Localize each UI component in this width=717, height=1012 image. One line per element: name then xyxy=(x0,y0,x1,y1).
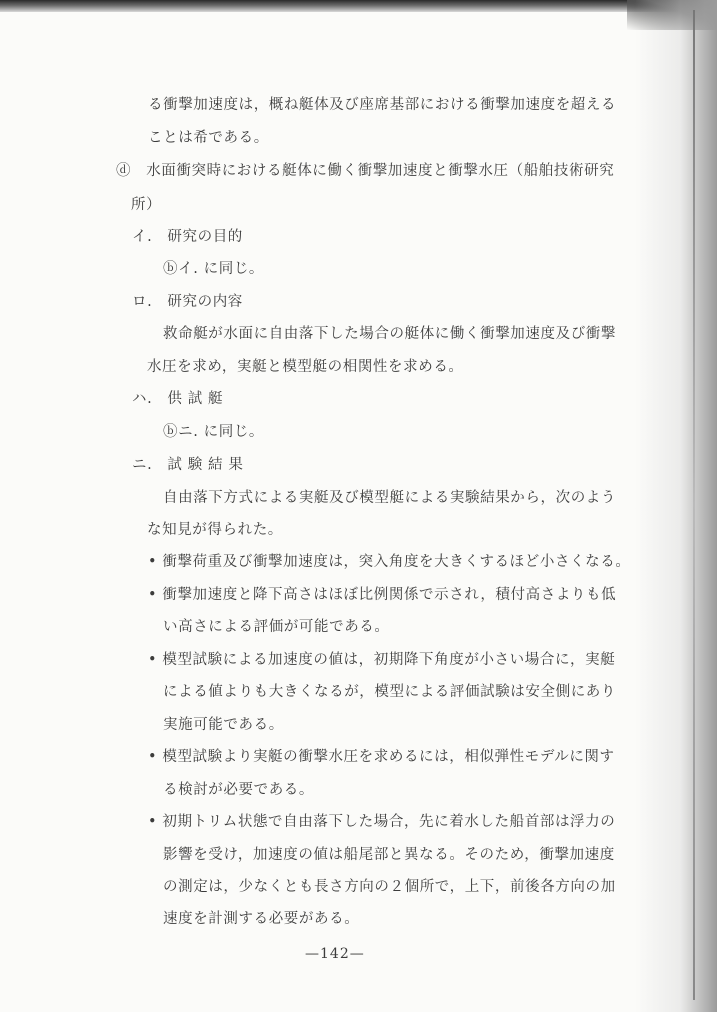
text-line: る検討が必要である。 xyxy=(163,782,314,798)
scan-binding-line xyxy=(693,10,695,1000)
text-line: による値よりも大きくなるが，模型による評価試験は安全側にあり xyxy=(163,684,616,700)
bullet-item: • 衝撃加速度と降下高さはほぼ比例関係で示され，積付高さよりも低 xyxy=(148,587,617,603)
text-line: い高さによる評価が可能である。 xyxy=(163,619,390,635)
bullet-item: • 模型試験より実艇の衝撃水圧を求めるには，相似弾性モデルに関す xyxy=(148,749,615,765)
subheading-ni: ニ. 試 験 結 果 xyxy=(132,457,244,473)
bullet-item: • 初期トリム状態で自由落下した場合，先に着水した船首部は浮力の xyxy=(148,814,616,830)
bullet-item: • 模型試験による加速度の値は，初期降下角度が小さい場合に，実艇 xyxy=(148,652,616,668)
text-line: 自由落下方式による実艇及び模型艇による実験結果から，次のよう xyxy=(163,490,616,506)
text-line: 救命艇が水面に自由落下した場合の艇体に働く衝撃加速度及び衝撃 xyxy=(163,326,616,342)
scan-right-edge-shadow xyxy=(635,0,717,1012)
text-line: 速度を計測する必要がある。 xyxy=(163,911,360,927)
page-number: —142— xyxy=(305,946,365,962)
text-line: な知見が得られた。 xyxy=(147,522,283,538)
section-heading-d: ⓓ 水面衝突時における艇体に働く衝撃加速度と衝撃水圧（船舶技術研究 xyxy=(116,163,615,179)
text-line: ⓑニ. に同じ。 xyxy=(163,424,265,440)
text-line: 実施可能である。 xyxy=(163,717,284,733)
scan-top-edge xyxy=(0,0,717,12)
text-line: ことは希である。 xyxy=(148,130,269,146)
subheading-i: イ. 研究の目的 xyxy=(132,229,243,245)
text-line: 所） xyxy=(131,197,162,213)
text-line: の測定は，少なくとも長さ方向の２個所で，上下，前後各方向の加 xyxy=(163,879,616,895)
bullet-item: • 衝撃荷重及び衝撃加速度は，突入角度を大きくするほど小さくなる。 xyxy=(148,554,631,570)
subheading-ha: ハ. 供 試 艇 xyxy=(132,391,224,407)
text-line: 水圧を求め，実艇と模型艇の相関性を求める。 xyxy=(147,359,464,375)
text-line: ⓑイ. に同じ。 xyxy=(163,261,265,277)
subheading-ro: ロ. 研究の内容 xyxy=(132,294,243,310)
text-line: 影響を受け，加速度の値は船尾部と異なる。そのため，衝撃加速度 xyxy=(163,847,615,863)
text-line: る衝撃加速度は，概ね艇体及び座席基部における衝撃加速度を超える xyxy=(148,97,617,113)
